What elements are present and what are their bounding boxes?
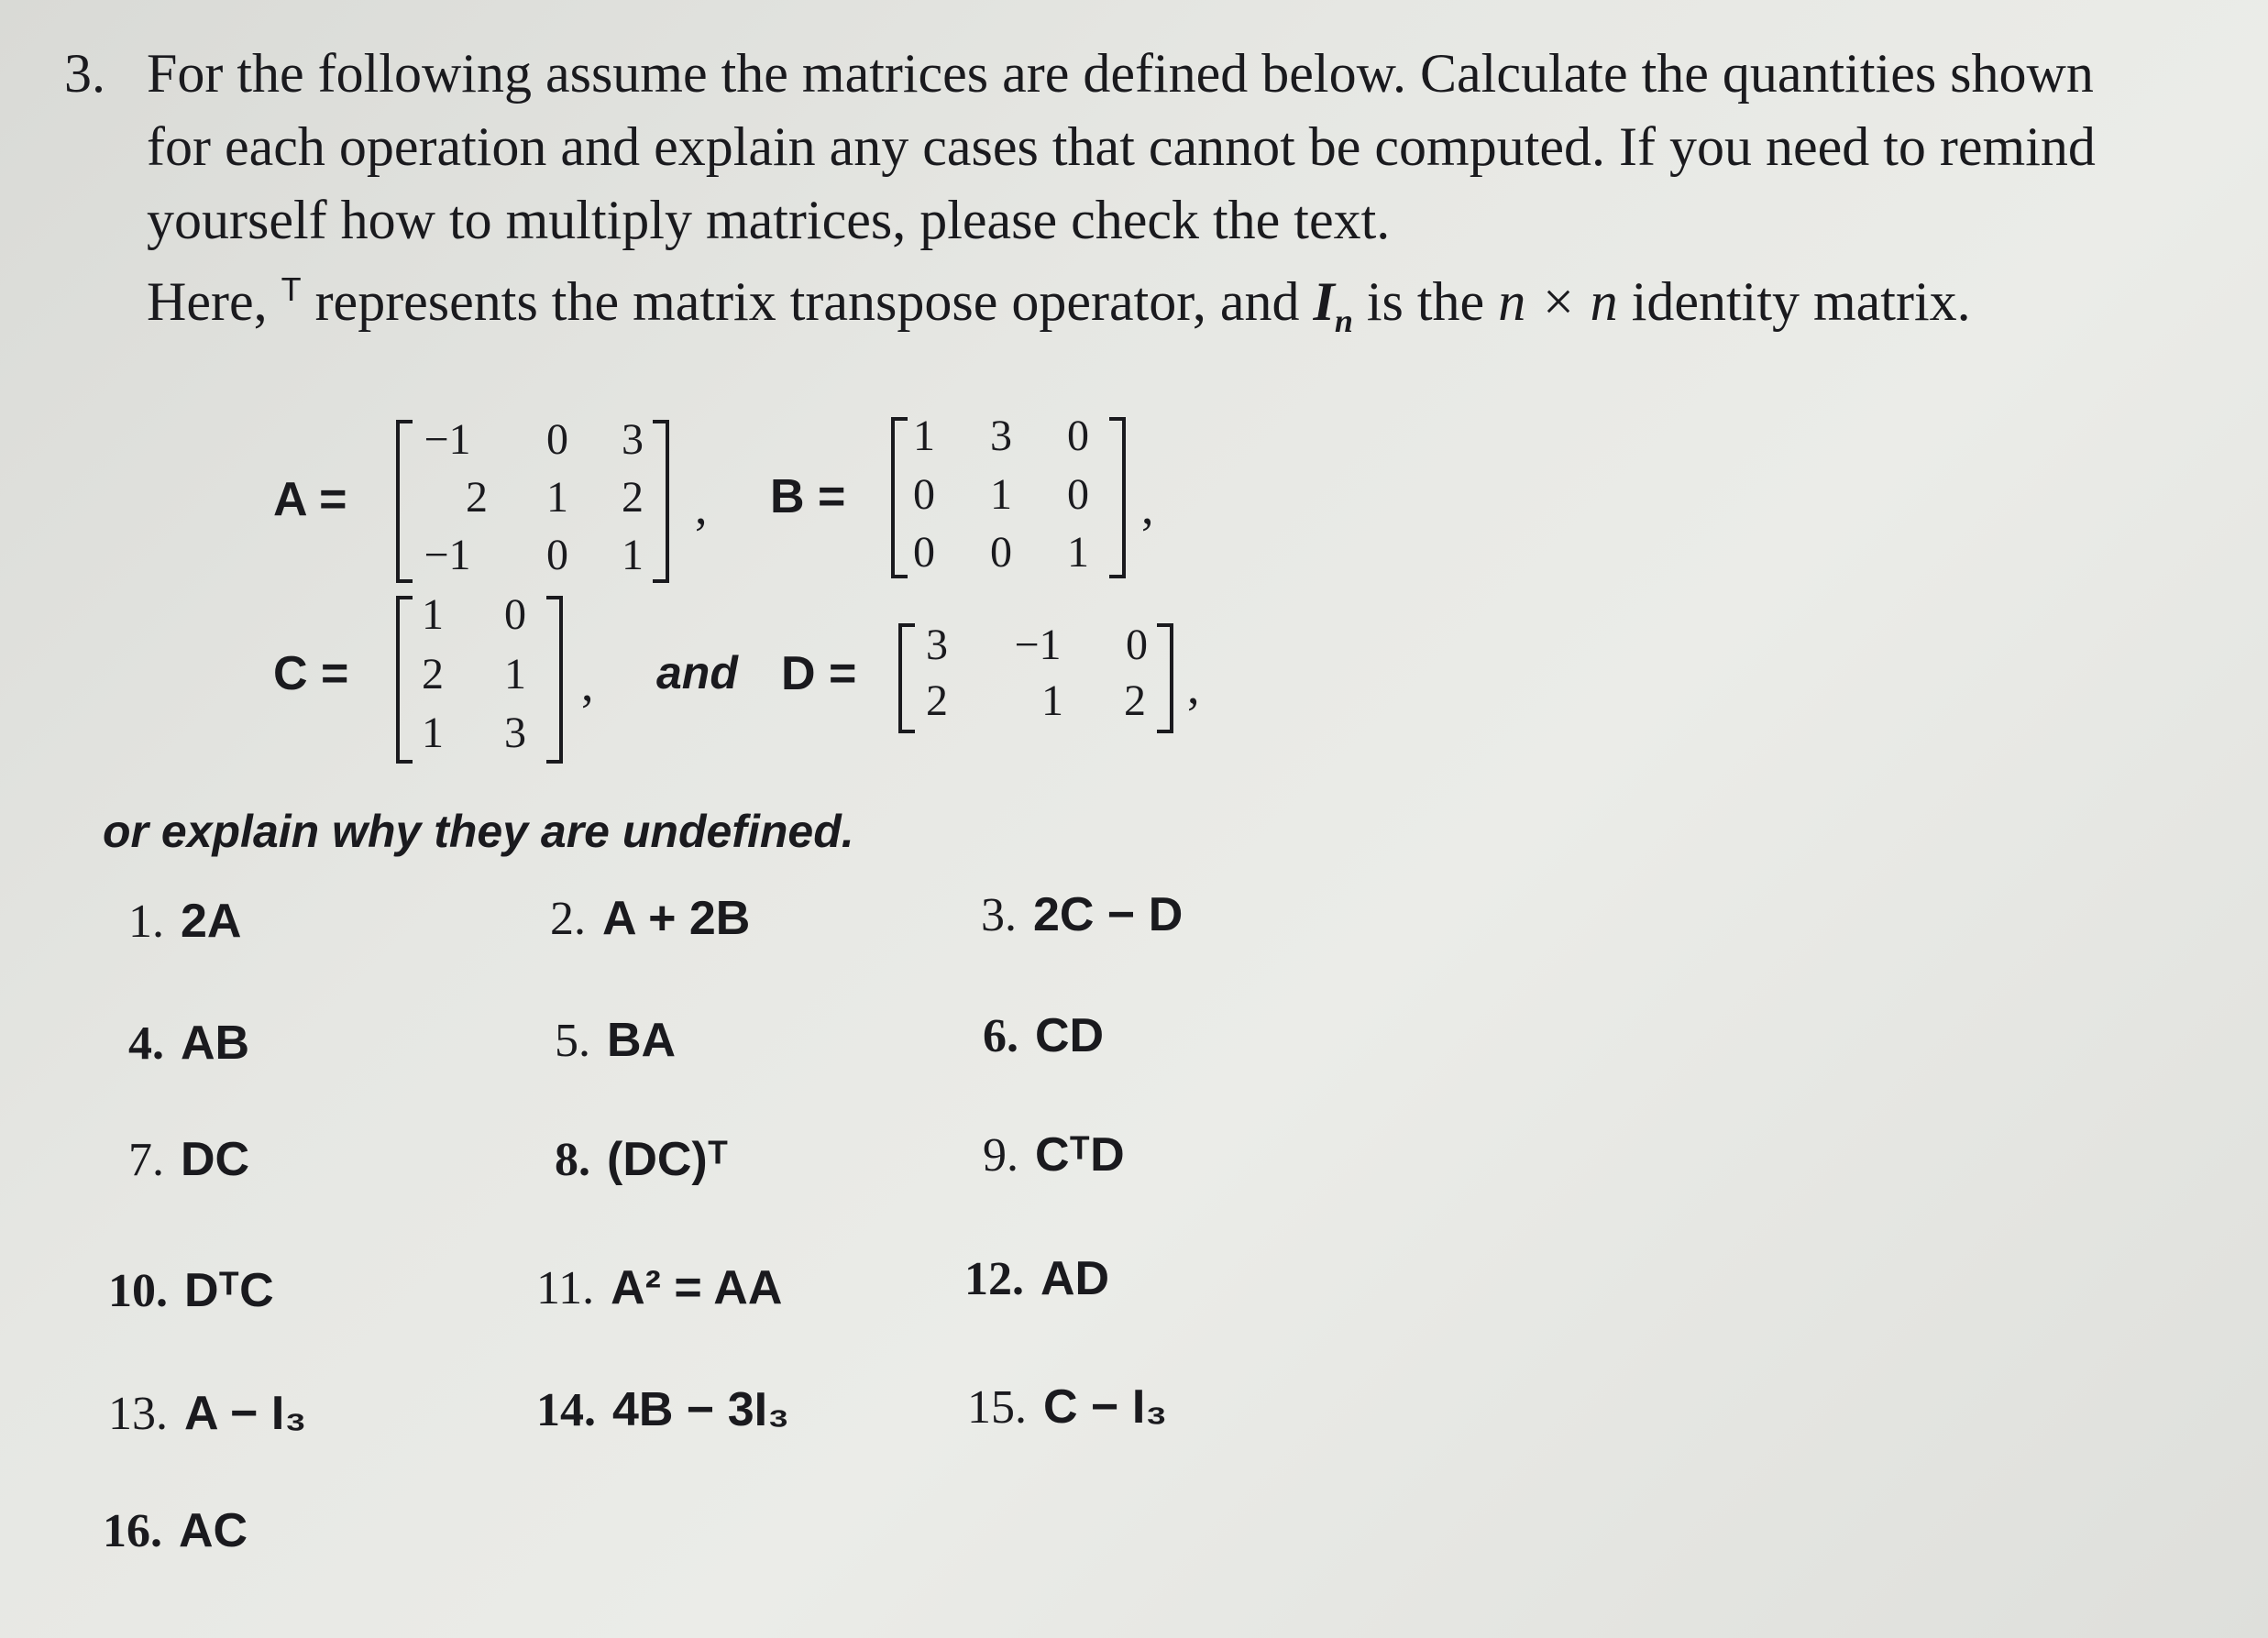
item-expression: A + 2B [602, 892, 751, 945]
item-13 [108, 1386, 306, 1441]
matrix-b-cell: 3 [990, 412, 1012, 460]
matrix-d-cell: 0 [1126, 621, 1148, 669]
matrix-a-cell: 3 [622, 415, 644, 464]
item-number: 3. [981, 889, 1017, 941]
matrix-b-cell: 0 [1067, 412, 1089, 460]
item-11 [536, 1260, 782, 1315]
matrix-c-cell: 1 [504, 650, 526, 698]
item-15 [967, 1380, 1167, 1435]
item-expression: (DC)ᵀ [607, 1133, 729, 1186]
matrix-b-cell: 0 [1067, 470, 1089, 519]
item-expression: A − I₃ [184, 1387, 307, 1440]
matrix-a-cell: 2 [622, 473, 644, 522]
identity-subscript: n [1334, 302, 1353, 339]
matrix-b-comma: , [1141, 479, 1154, 534]
transpose-symbol: T [281, 270, 302, 308]
item-2 [550, 891, 750, 946]
item-16 [103, 1503, 248, 1558]
matrix-c-cell: 1 [422, 590, 444, 639]
item-expression: DᵀC [184, 1264, 274, 1317]
item-expression: AC [179, 1504, 248, 1557]
item-expression: DC [181, 1133, 250, 1186]
and-word: and [656, 647, 738, 698]
problem-line-4 [147, 253, 1971, 357]
item-5 [555, 1013, 676, 1068]
matrix-a-cell: −1 [424, 415, 471, 464]
item-14 [536, 1382, 789, 1437]
matrix-d-cell: 2 [926, 676, 948, 725]
matrix-a-cell: 2 [466, 473, 488, 522]
matrix-d-label: D = [781, 647, 857, 700]
item-expression: 4B − 3I₃ [612, 1383, 790, 1436]
matrix-a-comma: , [695, 479, 708, 534]
matrix-b-cell: 1 [913, 412, 935, 460]
item-expression: AD [1040, 1252, 1110, 1305]
item-expression: CD [1035, 1009, 1105, 1062]
matrix-b-cell: 0 [913, 470, 935, 519]
item-number: 9. [983, 1129, 1018, 1182]
item-number: 1. [128, 896, 164, 948]
item-number: 13. [108, 1388, 168, 1440]
item-number: 12. [964, 1253, 1024, 1305]
item-12 [964, 1251, 1109, 1306]
matrix-b-cell: 0 [913, 528, 935, 577]
problem-line-3: yourself how to multiply matrices, please check the text. [147, 190, 1391, 250]
matrix-c-cell: 0 [504, 590, 526, 639]
problem-number: 3. [64, 43, 105, 104]
item-expression: 2C − D [1033, 888, 1184, 941]
matrix-d-cell: 2 [1124, 676, 1146, 725]
matrix-a-cell: 1 [622, 531, 644, 579]
item-3 [981, 887, 1183, 942]
item-number: 5. [555, 1015, 590, 1067]
item-expression: C − I₃ [1043, 1380, 1168, 1434]
matrix-a-cell: 0 [546, 531, 568, 579]
item-1 [128, 894, 241, 949]
matrix-a-cell: 0 [546, 415, 568, 464]
item-10 [108, 1263, 274, 1318]
item-expression: AB [181, 1017, 250, 1070]
subtitle: or explain why they are undefined. [103, 806, 854, 857]
line4-mid: represents the matrix transpose operator, and [314, 271, 1300, 332]
matrix-a-cell: −1 [424, 531, 471, 579]
here-word: Here, [147, 271, 268, 332]
item-expression: 2A [181, 895, 242, 948]
item-number: 7. [128, 1134, 164, 1186]
matrix-b-cell: 0 [990, 528, 1012, 577]
matrix-b-cell: 1 [1067, 528, 1089, 577]
line4-end: identity matrix. [1631, 271, 1971, 332]
item-expression: A² = AA [611, 1261, 783, 1314]
item-number: 11. [536, 1262, 595, 1314]
item-number: 2. [550, 893, 586, 945]
matrix-c-comma: , [581, 656, 594, 711]
matrix-c-cell: 3 [504, 709, 526, 757]
problem-line-2: for each operation and explain any cases that cannot be computed. If you need to remind [147, 116, 2096, 177]
matrix-c-label: C = [273, 647, 349, 700]
item-number: 8. [555, 1134, 590, 1186]
item-4 [128, 1016, 249, 1071]
item-number: 15. [967, 1381, 1027, 1434]
item-expression: CᵀD [1035, 1128, 1125, 1182]
item-expression: BA [607, 1014, 677, 1067]
matrix-d-cell: 3 [926, 621, 948, 669]
item-number: 14. [536, 1384, 596, 1436]
item-number: 10. [108, 1265, 168, 1317]
matrix-b-label: B = [770, 470, 846, 523]
item-8 [555, 1132, 728, 1187]
matrix-d-cell: 1 [1041, 676, 1063, 725]
problem-line-1: For the following assume the matrices are defined below. Calculate the quantities shown [147, 43, 2094, 104]
line4-tail: is the [1366, 271, 1485, 332]
matrix-b-cell: 1 [990, 470, 1012, 519]
matrix-a-cell: 1 [546, 473, 568, 522]
n-by-n: n × n [1498, 271, 1618, 332]
item-9 [983, 1127, 1125, 1182]
matrix-c-cell: 1 [422, 709, 444, 757]
item-6 [983, 1008, 1104, 1063]
matrix-a-label: A = [273, 473, 347, 526]
identity-symbol: I [1313, 271, 1335, 332]
matrix-d-cell: −1 [1014, 621, 1062, 669]
item-number: 6. [983, 1010, 1018, 1062]
matrix-d-comma: , [1187, 659, 1200, 714]
item-number: 4. [128, 1017, 164, 1070]
matrix-c-cell: 2 [422, 650, 444, 698]
item-number: 16. [103, 1505, 162, 1557]
item-7 [128, 1132, 249, 1187]
